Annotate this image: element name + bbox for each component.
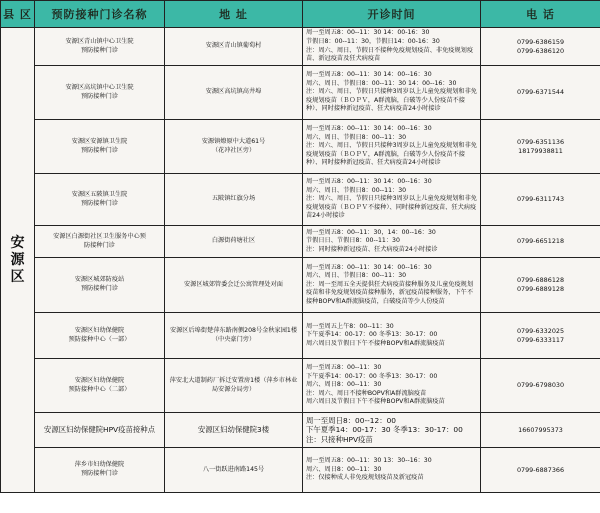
clinic-address: 安源区高坑镇高井埠 [165,66,303,120]
phone-number: 0799-6887366 [516,465,565,474]
clinic-hours [303,413,481,448]
clinic-phone [481,258,600,313]
phone-number: 0799-6386159 [516,37,565,46]
table-row [1,413,600,448]
phone-number: 0799-6351136 [516,137,565,146]
phone-number: 18179938811 [518,146,563,155]
clinic-name: 安源区妇幼保健院 预防接种中心（一部） [35,313,165,359]
hours-line: 注：仅接种成人非免疫规划疫苗及新冠疫苗 [306,474,424,482]
clinic-hours [303,359,481,413]
hours-line: 下午夏季14：00-17：00 冬季13：30-17：00 [306,372,438,380]
header-address: 地 址 [165,1,303,28]
clinic-name: 安源区城郊防疫站 预防接种门诊 [35,258,165,313]
clinic-phone [481,28,600,66]
header-county: 县 区 [1,1,35,28]
clinic-name: 安源区白源街社区卫生服务中心预 防接种门诊 [35,226,165,258]
clinic-hours [303,448,481,493]
hours-line: 注：周六、周日、节假日只接种3周岁以上儿童免疫规划和非免疫规划疫苗（ＢＯＰＶ，A群流脑，白破等少人份疫苗不接种）、同时接种新冠疫苗、狂犬病疫苗24小时接诊 [306,88,477,113]
hours-line: 周一至周五8：00--11：30 [306,364,382,372]
clinic-name: 安源区五陂镇卫生院 预防接种门诊 [35,174,165,226]
hours-line: 下午夏季14：00-17：00 冬季13：30-17：00 [306,331,438,339]
clinic-hours [303,313,481,359]
hours-line: 周六周日及节假日下午不接种BOPV和A群流脑疫苗 [306,339,445,347]
header-phone: 电 话 [481,1,600,28]
hours-line: 周六、周日、节假日8：00--11：30 [306,186,407,194]
clinic-name: 安源区安源镇卫生院 预防接种门诊 [35,120,165,174]
hours-line: 节假日日、节假日8：00--11：30 [306,237,400,245]
hours-line: 注：周一至周五全天提供狂犬病疫苗接种服务及儿童免疫规划疫苗和非免疫规划疫苗接种服务，新冠疫苗接种服务，下午不接种BOPV和A群流脑疫苗，白破疫苗等少人份疫苗 [306,280,474,305]
clinic-name: 安源区妇幼保健院 预防接种中心（二部） [35,359,165,413]
clinic-hours [303,226,481,258]
hours-line: 周六、周日8：00--11：30 [306,381,382,389]
header-clinic-name: 预防接种门诊名称 [35,1,165,28]
hours-line: 周六、周日、节假日8：00--11：30 [306,272,407,280]
clinic-name: 安源区青山镇中心卫生院 预防接种门诊 [35,28,165,66]
clinic-address: 五陂镇红旗分场 [165,174,303,226]
table-row [1,120,600,174]
hours-line: 注：只接种HPV疫苗 [306,434,373,444]
phone-number: 0799-6371544 [516,88,565,96]
clinic-hours [303,120,481,174]
clinic-name: 安源区妇幼保健院HPV疫苗接种点 [35,413,165,448]
clinic-address: 安源区后埠街楚萍东路南侧208号金秋家园1楼 （中央豪门旁） [165,313,303,359]
table-row [1,226,600,258]
hours-line: 注：周六、周日、节假日不接种免疫规划疫苗、非免疫规划疫苗、新冠疫苗及狂犬病疫苗 [306,46,474,63]
clinic-phone [481,226,600,258]
hours-line: 周一至周五8：00--11：30 14：00--16：30 [306,71,432,79]
table-row [1,448,600,493]
hours-line: 周六、周日8：00--11：30 [306,465,382,473]
clinic-hours [303,174,481,226]
hours-line: 周六、周日、节假日8：00--11：30 14：00--16：30 [306,79,457,87]
county-cell: 安 源 区 [1,28,35,493]
clinic-address: 安源区妇幼保健院3楼 [165,413,303,448]
hours-line: 周六、周日、节假日8：00--11：30 [306,133,407,141]
header-row [1,1,600,28]
hours-line: 周一至周五8：00--11：30 14：00--16：30 [306,263,432,271]
table-row [1,313,600,359]
clinic-address: 萍安北大道制药厂拆迁安置房1楼（萍乡市林业局安源分局旁） [165,359,303,413]
phone-number: 0799-6651218 [516,237,565,245]
phone-number: 0799-6386120 [516,46,565,55]
clinic-phone [481,313,600,359]
phone-number: 0799-6332025 [516,326,565,335]
clinic-phone [481,120,600,174]
hours-line: 节假日8：00--11：30，节假日14：00-16：30 [306,37,440,45]
clinic-phone [481,359,600,413]
hours-line: 注：同时接种新冠疫苗、狂犬病疫苗24小时接诊 [306,245,438,253]
phone-number: 0799-6798030 [516,381,565,389]
phone-number: 0799-6886128 [516,276,565,284]
clinic-address: 白源街荷塘社区 [165,226,303,258]
hours-line: 周一至周五上午8：00--11：30 [306,322,394,330]
hours-line: 注：周六、周日、节假日只接种3周岁以上儿童免疫规划和非免疫规划疫苗（ＢＯＰＶ，A群流脑，白破等少人份疫苗不接种）、同时接种新冠疫苗、狂犬病疫苗24小时接诊 [306,142,477,167]
phone-number: 0799-6333117 [516,335,565,344]
clinic-address: 八一街跃进南路145号 [165,448,303,493]
header-hours: 开诊时间 [303,1,481,28]
hours-line: 周一至周五8：00--11：30 14：00-16：30 [306,29,430,37]
clinic-hours [303,28,481,66]
clinic-phone [481,66,600,120]
phone-number: 0799-6311743 [516,195,565,203]
phone-number: 16607995373 [518,425,563,434]
hours-line: 注：周六、周日、节假日只接种3周岁以上儿童免疫规划和非免疫规划疫苗（ＢＯＰＶ不接种）、同时接种新冠疫苗、狂犬病疫苗24小时接诊 [306,195,477,220]
table-row [1,174,600,226]
hours-line: 周一至周五8：00--11：30 14：00--16：30 [306,178,432,186]
hours-line: 周一至周日8：00--12：00 [306,415,396,425]
clinic-phone [481,448,600,493]
hours-line: 注：周六、周日不接种BOPV和A群流脑疫苗 [306,389,427,397]
clinic-phone [481,174,600,226]
hours-line: 周一至周五8：00--11：30 14：00--16：30 [306,125,432,133]
clinic-address: 安源区城郊管委会迁公寓管理处对面 [165,258,303,313]
clinic-name: 萍乡市妇幼保健院 预防接种门诊 [35,448,165,493]
clinic-phone [481,413,600,448]
hours-line: 周六周日及节假日下午不接种BOPV和A群流脑疫苗 [306,398,445,406]
clinic-hours [303,258,481,313]
hours-line: 周一至周五8：00--11：30，14：00--16：30 [306,228,436,236]
table-row [1,258,600,313]
clinic-name: 安源区高坑镇中心卫生院 预防接种门诊 [35,66,165,120]
hours-line: 周一至周五8：00--11：30 13：30--16：30 [306,457,432,465]
table-row [1,28,600,66]
clinic-address: 安源区青山镇葡萄村 [165,28,303,66]
table-row [1,359,600,413]
hours-line: 下午夏季14：00-17：30 冬季13：30-17：00 [306,425,463,435]
clinic-address: 安源镇燎原中大道61号 （花冲社区旁） [165,120,303,174]
phone-number: 0799-6889128 [516,285,565,293]
clinic-hours [303,66,481,120]
table-row [1,66,600,120]
